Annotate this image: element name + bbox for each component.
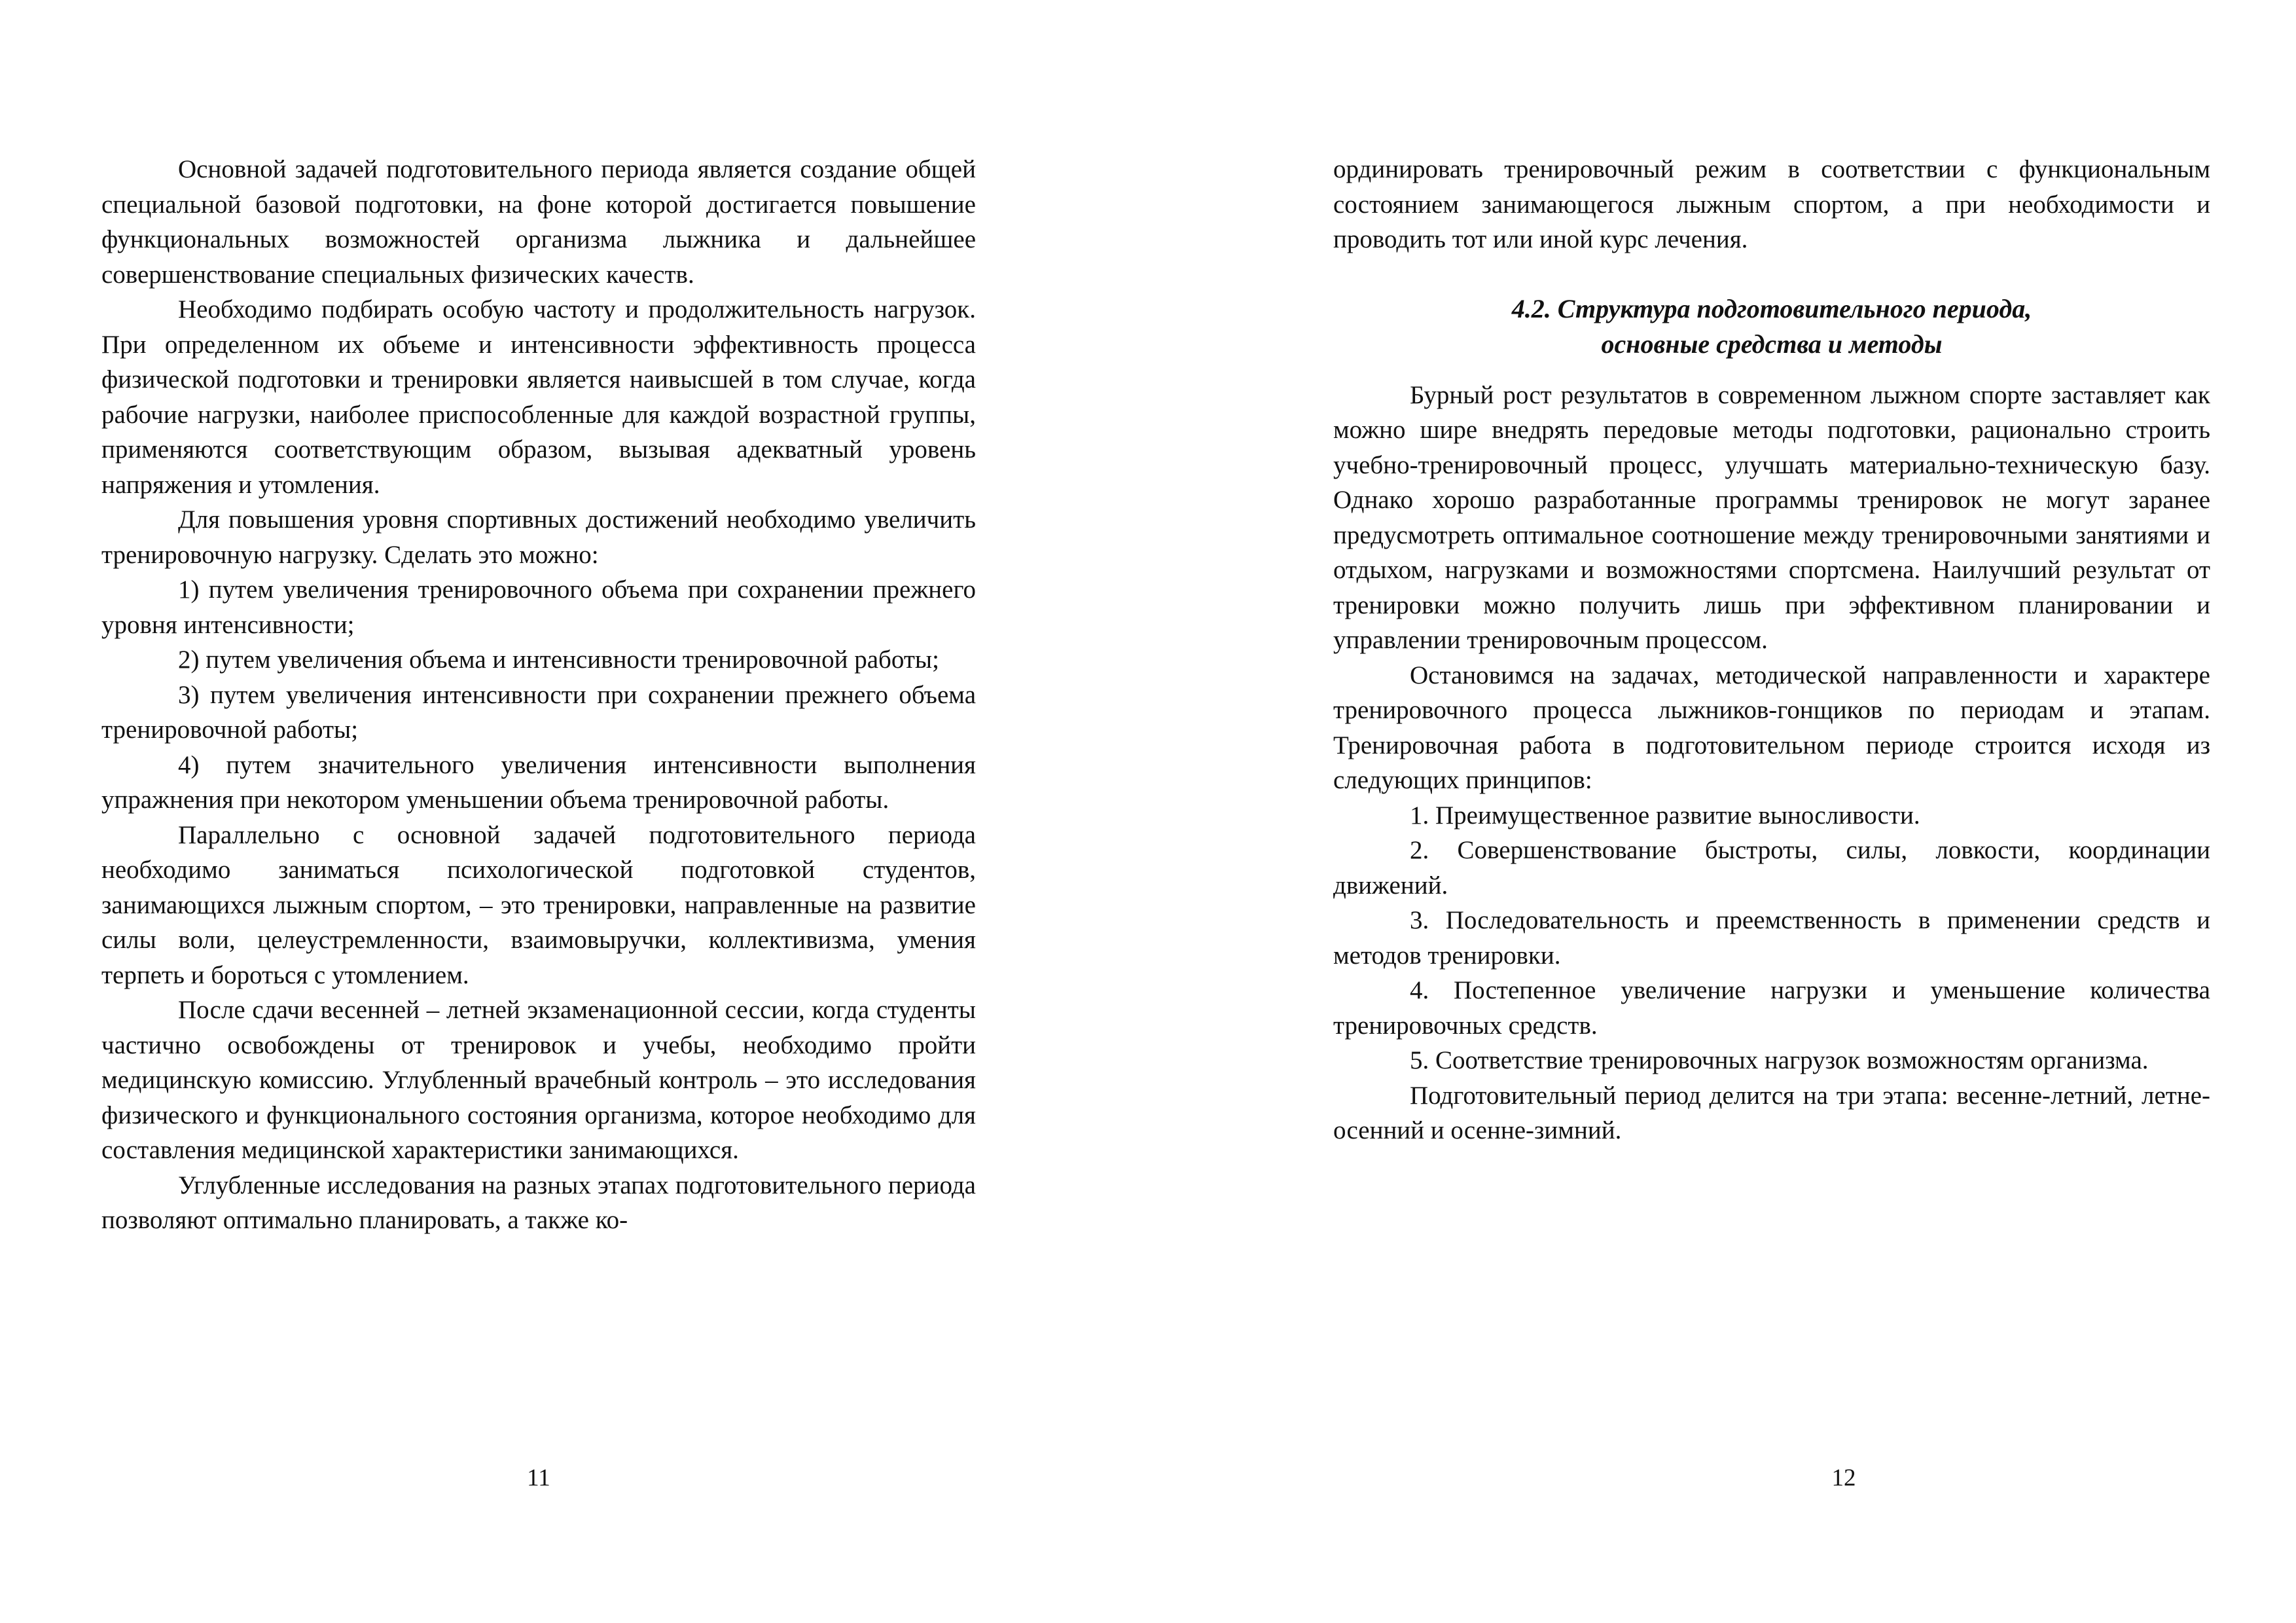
page-number: 12	[1831, 1465, 1856, 1491]
paragraph: После сдачи весенней – летней экзаменационной сессии, когда студенты частично освобождены от тренировок и учебы, необходимо пройти медицинскую комиссию. Углубленный врачебный контроль – это исследования физического и функционального состояния организма, которое необходимо для составления медицинской характеристики занимающихся.	[101, 996, 976, 1164]
list-item: 4. Постепенное увеличение нагрузки и уменьшение количества тренировочных средств.	[1333, 976, 2210, 1040]
list-item: 4) путем значительного увеличения интенсивности выполнения упражнения при некотором уменьшении объема тренировочной работы.	[101, 750, 976, 814]
list-item: 3) путем увеличения интенсивности при сохранении прежнего объема тренировочной работы;	[101, 680, 976, 744]
list-item: 2. Совершенствование быстроты, силы, ловкости, координации движений.	[1333, 836, 2210, 900]
list-item: 1. Преимущественное развитие выносливости.	[1410, 801, 1920, 830]
paragraph: Параллельно с основной задачей подготовительного периода необходимо заниматься психологической подготовкой студентов, занимающихся лыжным спортом, – это тренировки, направленные на развитие силы воли, целеустремленности, взаимовыручки, коллективизма, умения терпеть и бороться с утомлением.	[101, 820, 976, 989]
right-page	[1148, 0, 2296, 1623]
paragraph: Углубленные исследования на разных этапах подготовительного периода позволяют оптимально планировать, а также ко-	[101, 1171, 976, 1234]
paragraph: Основной задачей подготовительного периода является создание общей специальной базовой подготовки, на фоне которой достигается повышение функциональных возможностей организма лыжника и дальнейшее совершенствование специальных физических качеств.	[101, 155, 976, 289]
page-number: 11	[527, 1465, 550, 1491]
paragraph-continuation: ординировать тренировочный режим в соответствии с функциональным состоянием занимающегося лыжным спортом, а при необходимости и проводить тот или иной курс лечения.	[1333, 155, 2210, 253]
left-page-text	[101, 152, 976, 1238]
paragraph: Для повышения уровня спортивных достижений необходимо увеличить тренировочную нагрузку. Сделать это можно:	[101, 505, 976, 569]
list-item: 3. Последовательность и преемственность в применении средств и методов тренировки.	[1333, 906, 2210, 970]
paragraph: Необходимо подбирать особую частоту и продолжительность нагрузок. При определенном их объеме и интенсивности эффективность процесса физической подготовки и тренировки является наивысшей в том случае, когда рабочие нагрузки, наиболее приспособленные для каждой возрастной группы, применяются соответствующим образом, вызывая адекватный уровень напряжения и утомления.	[101, 295, 976, 499]
list-item: 2) путем увеличения объема и интенсивности тренировочной работы;	[178, 646, 939, 674]
section-heading	[1333, 291, 2210, 362]
list-item: 5. Соответствие тренировочных нагрузок возможностям организма.	[1410, 1046, 2149, 1074]
right-page-text	[1333, 152, 2210, 1148]
paragraph: Подготовительный период делится на три этапа: весенне-летний, летне-осенний и осенне-зимний.	[1333, 1081, 2210, 1144]
section-heading-line: 4.2. Структура подготовительного периода,	[1511, 293, 2032, 323]
list-item: 1) путем увеличения тренировочного объема при сохранении прежнего уровня интенсивности;	[101, 575, 976, 639]
paragraph: Бурный рост результатов в современном лыжном спорте заставляет как можно шире внедрять передовые методы подготовки, рационально строить учебно-тренировочный процесс, улучшать материально-техническую базу. Однако хорошо разработанные программы тренировок не могут заранее предусмотреть оптимальное соотношение между тренировочными занятиями и отдыхом, нагрузками и возможностями спортсмена. Наилучший результат от тренировки можно получить лишь при эффективном планировании и управлении тренировочным процессом.	[1333, 380, 2210, 654]
section-heading-line: основные средства и методы	[1601, 329, 1943, 359]
paragraph: Остановимся на задачах, методической направленности и характере тренировочного процесса лыжников-гонщиков по периодам и этапам. Тренировочная работа в подготовительном периоде строится исходя из следующих принципов:	[1333, 661, 2210, 794]
